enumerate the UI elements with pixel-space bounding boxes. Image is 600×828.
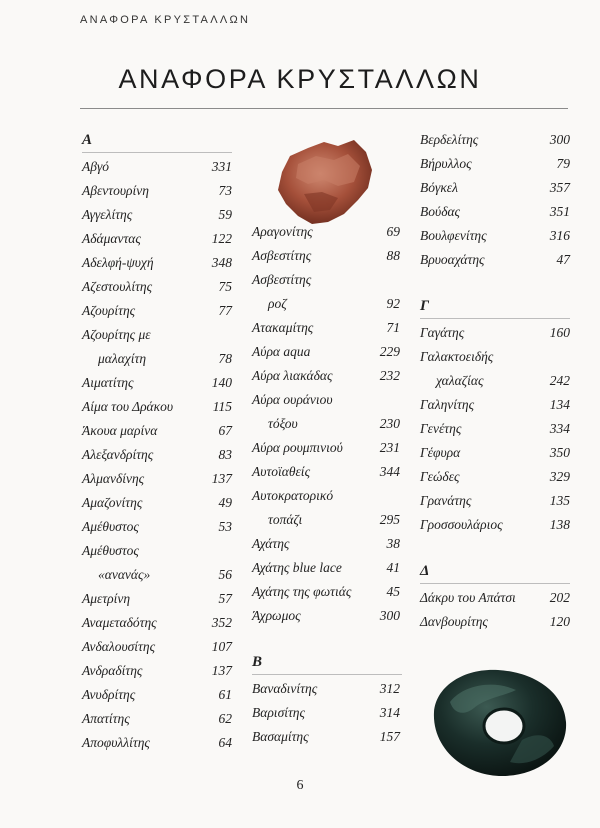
entry-name: Αύρα λιακάδας (252, 368, 333, 383)
index-column-1 (82, 128, 232, 755)
index-entry (82, 563, 232, 587)
index-entry (420, 369, 570, 393)
index-entry (252, 484, 400, 508)
section-letter: Α (82, 128, 232, 153)
index-entry (420, 513, 570, 537)
entry-name: Βούδας (420, 204, 461, 219)
section-gap (252, 628, 400, 650)
entry-page: 312 (379, 681, 400, 696)
entry-name: Αλεξανδρίτης (82, 447, 154, 462)
entry-page: 59 (218, 207, 232, 222)
entry-page: 83 (218, 447, 232, 462)
index-entry (82, 515, 232, 539)
entry-name: Αιματίτης (82, 375, 134, 390)
entry-name: Αζουρίτης (82, 303, 136, 318)
entry-page: 61 (218, 687, 232, 702)
entry-page: 229 (379, 344, 400, 359)
index-entry (420, 128, 570, 152)
index-entry (82, 467, 232, 491)
index-entry (82, 539, 232, 563)
index-entry (252, 388, 400, 412)
entry-name: Αβεντουρίνη (82, 183, 149, 198)
page-number: 6 (296, 778, 304, 793)
entry-name: Ατακαμίτης (252, 320, 314, 335)
entry-name: Αραγονίτης (252, 224, 313, 239)
entry-name: Βαρισίτης (252, 705, 305, 720)
entry-name: Αύρα aqua (252, 344, 311, 359)
index-entry (252, 701, 400, 725)
index-entry (82, 731, 232, 755)
index-entry (82, 275, 232, 299)
entry-page: 232 (379, 368, 400, 383)
index-entry (82, 419, 232, 443)
entry-page: 134 (549, 397, 570, 412)
entry-name: μαλαχίτη (98, 351, 147, 366)
index-entry (252, 556, 400, 580)
index-entry (252, 508, 400, 532)
section-letter: Γ (420, 294, 570, 319)
entry-name: Αυτοϊαθείς (252, 464, 311, 479)
index-column-2 (252, 220, 400, 749)
entry-name: Βερδελίτης (420, 132, 479, 147)
entry-name: Βασαμίτης (252, 729, 309, 744)
index-entry (82, 347, 232, 371)
entry-page: 57 (218, 591, 232, 606)
carnelian-crystal-image (268, 134, 380, 228)
index-entry (82, 299, 232, 323)
entry-name: χαλαζίας (436, 373, 484, 388)
index-entry (252, 292, 400, 316)
entry-page: 41 (386, 560, 400, 575)
entry-name: Απατίτης (82, 711, 130, 726)
index-entry (82, 683, 232, 707)
entry-name: Γαλακτοειδής (420, 349, 494, 364)
entry-name: Γρανάτης (420, 493, 472, 508)
entry-page: 137 (211, 663, 232, 678)
entry-page: 49 (218, 495, 232, 510)
entry-page: 71 (386, 320, 400, 335)
entry-name: Βήρυλλος (420, 156, 472, 171)
entry-name: Δανβουρίτης (420, 614, 488, 629)
entry-name: Αμαζονίτης (82, 495, 143, 510)
entry-page: 77 (218, 303, 232, 318)
entry-page: 329 (549, 469, 570, 484)
entry-name: Αίμα του Δράκου (82, 399, 174, 414)
entry-page: 350 (549, 445, 570, 460)
entry-name: Αναμεταδότης (82, 615, 157, 630)
entry-name: Ασβεστίτης (252, 272, 312, 287)
index-entry (420, 152, 570, 176)
section-letter: Δ (420, 559, 570, 584)
index-entry (252, 244, 400, 268)
index-entry (252, 725, 400, 749)
entry-name: Ασβεστίτης (252, 248, 312, 263)
section-gap (420, 537, 570, 559)
index-entry (420, 610, 570, 634)
entry-page: 73 (218, 183, 232, 198)
running-head: ΑΝΑΦΟΡΑ ΚΡΥΣΤΑΛΛΩΝ (80, 14, 251, 26)
entry-page: 160 (549, 325, 570, 340)
entry-name: Αχάτης blue lace (252, 560, 342, 575)
entry-name: Αμετρίνη (82, 591, 131, 606)
entry-name: Αβγό (82, 159, 110, 174)
entry-page: 75 (218, 279, 232, 294)
entry-page: 62 (218, 711, 232, 726)
entry-name: Γαληνίτης (420, 397, 475, 412)
entry-page: 357 (549, 180, 570, 195)
index-entry (420, 441, 570, 465)
entry-name: Γενέτης (420, 421, 462, 436)
entry-name: Βρυοαχάτης (420, 252, 485, 267)
index-entry (420, 465, 570, 489)
entry-name: Αγγελίτης (82, 207, 133, 222)
index-entry (420, 417, 570, 441)
index-entry (82, 611, 232, 635)
entry-name: Βαναδινίτης (252, 681, 318, 696)
entry-name: Ανυδρίτης (82, 687, 136, 702)
entry-page: 140 (211, 375, 232, 390)
entry-page: 135 (549, 493, 570, 508)
index-entry (420, 200, 570, 224)
index-entry (82, 395, 232, 419)
entry-page: 107 (211, 639, 232, 654)
entry-page: 78 (218, 351, 232, 366)
entry-name: Βουλφενίτης (420, 228, 487, 243)
entry-page: 242 (549, 373, 570, 388)
index-entry (420, 248, 570, 272)
entry-page: 38 (386, 536, 400, 551)
section-gap (420, 272, 570, 294)
entry-page: 348 (211, 255, 232, 270)
entry-page: 138 (549, 517, 570, 532)
index-entry (82, 659, 232, 683)
entry-name: Αμέθυστος (82, 519, 139, 534)
index-entry (82, 227, 232, 251)
index-entry (252, 580, 400, 604)
entry-name: Γεώδες (420, 469, 460, 484)
index-entry (82, 155, 232, 179)
entry-page: 202 (549, 590, 570, 605)
index-entry (252, 604, 400, 628)
index-column-3 (420, 128, 570, 634)
index-entry (420, 224, 570, 248)
entry-page: 115 (212, 399, 232, 414)
entry-name: Αζουρίτης με (82, 327, 151, 342)
entry-name: Αζεστουλίτης (82, 279, 153, 294)
entry-page: 231 (379, 440, 400, 455)
index-entry (82, 491, 232, 515)
entry-page: 92 (386, 296, 400, 311)
entry-name: Ανδαλουσίτης (82, 639, 156, 654)
entry-page: 122 (211, 231, 232, 246)
entry-page: 88 (386, 248, 400, 263)
entry-page: 67 (218, 423, 232, 438)
entry-page: 56 (218, 567, 232, 582)
entry-name: Βόγκελ (420, 180, 458, 195)
index-entry (252, 532, 400, 556)
entry-page: 351 (549, 204, 570, 219)
index-entry (82, 443, 232, 467)
entry-page: 316 (549, 228, 570, 243)
index-entry (420, 586, 570, 610)
entry-name: Αχάτης της φωτιάς (252, 584, 352, 599)
entry-page: 69 (386, 224, 400, 239)
index-entry (252, 412, 400, 436)
index-entry (82, 323, 232, 347)
entry-page: 157 (379, 729, 400, 744)
entry-name: τόξου (268, 416, 298, 431)
entry-page: 344 (379, 464, 400, 479)
index-entry (82, 371, 232, 395)
section-letter: Β (252, 650, 402, 675)
index-entry (252, 316, 400, 340)
index-entry (82, 707, 232, 731)
entry-name: Δάκρυ του Απάτσι (420, 590, 516, 605)
entry-name: Ανδραδίτης (82, 663, 143, 678)
entry-page: 79 (556, 156, 570, 171)
entry-name: Αποφυλλίτης (82, 735, 150, 750)
entry-page: 352 (211, 615, 232, 630)
entry-name: Άκουα μαρίνα (82, 423, 158, 438)
entry-page: 314 (379, 705, 400, 720)
index-entry (252, 340, 400, 364)
index-entry (420, 321, 570, 345)
entry-page: 64 (218, 735, 232, 750)
entry-page: 137 (211, 471, 232, 486)
entry-page: 300 (549, 132, 570, 147)
title-rule (80, 108, 568, 109)
entry-name: Γροσσουλάριος (420, 517, 503, 532)
entry-page: 334 (549, 421, 570, 436)
entry-page: 295 (379, 512, 400, 527)
entry-name: Αυτοκρατορικό (252, 488, 334, 503)
index-entry (82, 587, 232, 611)
entry-name: Αύρα ουράνιου (252, 392, 333, 407)
index-entry (82, 179, 232, 203)
obsidian-crystal-image (424, 662, 572, 780)
entry-name: Γέφυρα (420, 445, 461, 460)
entry-name: Αδελφή-ψυχή (82, 255, 154, 270)
entry-page: 53 (218, 519, 232, 534)
entry-name: Αύρα ρουμπινιού (252, 440, 343, 455)
entry-name: ροζ (268, 296, 287, 311)
index-entry (252, 677, 400, 701)
entry-name: Αδάμαντας (82, 231, 141, 246)
entry-page: 47 (556, 252, 570, 267)
entry-name: «ανανάς» (98, 567, 151, 582)
index-entry (82, 203, 232, 227)
entry-page: 120 (549, 614, 570, 629)
index-entry (82, 251, 232, 275)
index-entry (82, 635, 232, 659)
entry-name: Αχάτης (252, 536, 290, 551)
index-entry (252, 268, 400, 292)
entry-name: Αμέθυστος (82, 543, 139, 558)
index-entry (252, 460, 400, 484)
page-title: ΑΝΑΦΟΡΑ ΚΡΥΣΤΑΛΛΩΝ (118, 64, 482, 94)
entry-page: 45 (386, 584, 400, 599)
index-entry (420, 176, 570, 200)
index-entry (420, 345, 570, 369)
entry-page: 331 (211, 159, 232, 174)
index-entry (420, 393, 570, 417)
index-entry (252, 364, 400, 388)
entry-page: 300 (379, 608, 400, 623)
entry-name: Αλμανδίνης (82, 471, 145, 486)
entry-page: 230 (379, 416, 400, 431)
entry-name: τοπάζι (268, 512, 303, 527)
entry-name: Γαγάτης (420, 325, 465, 340)
entry-name: Άχρωμος (252, 608, 301, 623)
index-entry (252, 436, 400, 460)
index-entry (420, 489, 570, 513)
